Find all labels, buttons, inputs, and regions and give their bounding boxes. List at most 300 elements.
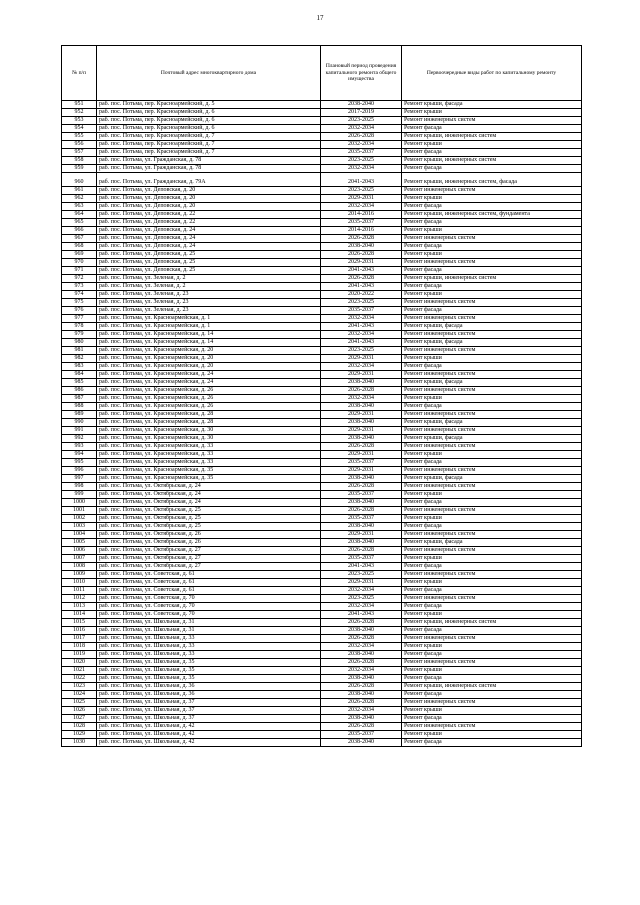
row-period: 2038-2040 [321,403,402,411]
row-period: 2041-2043 [321,611,402,619]
row-works: Ремонт фасада [402,203,582,211]
row-address: раб. пос. Потьма, ул. Красноармейская, д. 26 [97,395,321,403]
row-period: 2023-2025 [321,571,402,579]
table-row [62,595,582,603]
row-address: раб. пос. Потьма, ул. Советская, д. 70 [97,611,321,619]
row-works: Ремонт инженерных систем [402,547,582,555]
table-row [62,195,582,203]
table-row [62,315,582,323]
row-number: 995 [62,459,97,467]
row-number: 1018 [62,643,97,651]
row-period: 2026-2028 [321,483,402,491]
row-period: 2035-2037 [321,515,402,523]
row-period: 2026-2028 [321,619,402,627]
header-number: № п/п [62,46,97,101]
row-number: 989 [62,411,97,419]
row-address: раб. пос. Потьма, ул. Советская, д. 61 [97,571,321,579]
row-address: раб. пос. Потьма, ул. Школьная, д. 33 [97,643,321,651]
row-address: раб. пос. Потьма, пер. Красноармейский, д. 5 [97,101,321,109]
row-period: 2023-2025 [321,157,402,165]
row-address: раб. пос. Потьма, ул. Деповская, д. 25 [97,267,321,275]
table-row [62,267,582,275]
table-row [62,475,582,483]
row-works: Ремонт инженерных систем [402,347,582,355]
table-row [62,515,582,523]
row-period: 2026-2028 [321,699,402,707]
row-works: Ремонт крыши, инженерных систем, фасада [402,173,582,187]
row-period: 2014-2016 [321,227,402,235]
table-row [62,467,582,475]
row-address: раб. пос. Потьма, ул. Деповская, д. 24 [97,235,321,243]
row-number: 1007 [62,555,97,563]
table-row [62,539,582,547]
row-address: раб. пос. Потьма, ул. Красноармейская, д. 20 [97,355,321,363]
row-period: 2035-2037 [321,555,402,563]
row-address: раб. пос. Потьма, ул. Школьная, д. 31 [97,627,321,635]
row-number: 1015 [62,619,97,627]
row-number: 991 [62,427,97,435]
row-number: 1001 [62,507,97,515]
row-works: Ремонт инженерных систем [402,483,582,491]
table-row [62,149,582,157]
row-address: раб. пос. Потьма, ул. Гражданская, д. 78 [97,165,321,173]
row-address: раб. пос. Потьма, ул. Школьная, д. 37 [97,699,321,707]
row-address: раб. пос. Потьма, пер. Красноармейский, д. 6 [97,117,321,125]
row-number: 1011 [62,587,97,595]
row-period: 2026-2028 [321,133,402,141]
row-number: 997 [62,475,97,483]
row-works: Ремонт инженерных систем [402,571,582,579]
table-row [62,117,582,125]
row-period: 2038-2040 [321,539,402,547]
row-works: Ремонт фасада [402,587,582,595]
row-works: Ремонт инженерных систем [402,507,582,515]
row-period: 2029-2031 [321,195,402,203]
row-period: 2032-2034 [321,363,402,371]
row-address: раб. пос. Потьма, ул. Октябрьская, д. 24 [97,491,321,499]
row-address: раб. пос. Потьма, ул. Красноармейская, д. 33 [97,451,321,459]
row-address: раб. пос. Потьма, ул. Красноармейская, д. 28 [97,419,321,427]
table-row [62,603,582,611]
row-period: 2038-2040 [321,379,402,387]
table-row [62,363,582,371]
row-period: 2026-2028 [321,659,402,667]
table-row [62,435,582,443]
row-number: 957 [62,149,97,157]
row-address: раб. пос. Потьма, ул. Октябрьская, д. 27 [97,563,321,571]
row-number: 961 [62,187,97,195]
table-row [62,499,582,507]
row-number: 998 [62,483,97,491]
table-row [62,227,582,235]
row-address: раб. пос. Потьма, ул. Красноармейская, д. 1 [97,315,321,323]
row-period: 2038-2040 [321,101,402,109]
row-works: Ремонт крыши [402,555,582,563]
row-works: Ремонт крыши [402,451,582,459]
row-number: 1029 [62,731,97,739]
row-address: раб. пос. Потьма, ул. Красноармейская, д. 28 [97,411,321,419]
row-works: Ремонт крыши [402,707,582,715]
row-period: 2029-2031 [321,467,402,475]
row-address: раб. пос. Потьма, ул. Красноармейская, д. 14 [97,339,321,347]
row-works: Ремонт крыши [402,141,582,149]
row-number: 987 [62,395,97,403]
row-address: раб. пос. Потьма, ул. Школьная, д. 37 [97,715,321,723]
row-address: раб. пос. Потьма, ул. Школьная, д. 36 [97,683,321,691]
table-row [62,243,582,251]
row-address: раб. пос. Потьма, ул. Красноармейская, д. 35 [97,475,321,483]
table-row [62,699,582,707]
row-works: Ремонт крыши, фасада [402,379,582,387]
row-works: Ремонт фасада [402,691,582,699]
row-number: 973 [62,283,97,291]
row-number: 954 [62,125,97,133]
row-works: Ремонт инженерных систем [402,387,582,395]
row-number: 1013 [62,603,97,611]
row-period: 2041-2043 [321,173,402,187]
row-works: Ремонт фасада [402,563,582,571]
table-row [62,635,582,643]
table-row [62,331,582,339]
table-row [62,211,582,219]
table-row [62,707,582,715]
table-row [62,235,582,243]
row-works: Ремонт фасада [402,363,582,371]
table-row [62,571,582,579]
row-works: Ремонт крыши, фасада [402,323,582,331]
table-row [62,299,582,307]
row-works: Ремонт крыши [402,515,582,523]
row-period: 2032-2034 [321,643,402,651]
row-number: 999 [62,491,97,499]
row-address: раб. пос. Потьма, ул. Зеленая, д. 23 [97,291,321,299]
row-address: раб. пос. Потьма, ул. Красноармейская, д. 33 [97,443,321,451]
row-number: 972 [62,275,97,283]
row-works: Ремонт инженерных систем [402,531,582,539]
row-period: 2023-2025 [321,187,402,195]
row-period: 2023-2025 [321,117,402,125]
row-number: 1028 [62,723,97,731]
row-address: раб. пос. Потьма, ул. Школьная, д. 36 [97,691,321,699]
row-address: раб. пос. Потьма, ул. Советская, д. 61 [97,587,321,595]
row-address: раб. пос. Потьма, ул. Школьная, д. 35 [97,667,321,675]
row-works: Ремонт крыши [402,611,582,619]
table-row [62,651,582,659]
row-address: раб. пос. Потьма, ул. Школьная, д. 35 [97,659,321,667]
table-row [62,563,582,571]
row-period: 2029-2031 [321,427,402,435]
table-row [62,291,582,299]
row-works: Ремонт фасада [402,603,582,611]
row-period: 2035-2037 [321,307,402,315]
row-works: Ремонт крыши, фасада [402,339,582,347]
table-row [62,307,582,315]
row-period: 2032-2034 [321,587,402,595]
row-works: Ремонт фасада [402,523,582,531]
row-works: Ремонт фасада [402,165,582,173]
table-row [62,125,582,133]
row-number: 988 [62,403,97,411]
table-row [62,627,582,635]
row-works: Ремонт фасада [402,125,582,133]
table-row [62,419,582,427]
row-address: раб. пос. Потьма, ул. Деповская, д. 20 [97,187,321,195]
table-row [62,523,582,531]
row-period: 2026-2028 [321,547,402,555]
row-number: 959 [62,165,97,173]
row-number: 979 [62,331,97,339]
row-works: Ремонт инженерных систем [402,659,582,667]
table-row [62,323,582,331]
row-period: 2038-2040 [321,475,402,483]
table-row [62,379,582,387]
row-address: раб. пос. Потьма, ул. Деповская, д. 25 [97,259,321,267]
table-row [62,451,582,459]
table-row [62,187,582,195]
row-period: 2026-2028 [321,251,402,259]
row-number: 1021 [62,667,97,675]
row-number: 981 [62,347,97,355]
row-address: раб. пос. Потьма, ул. Гражданская, д. 79А [97,173,321,187]
row-period: 2041-2043 [321,283,402,291]
row-address: раб. пос. Потьма, ул. Красноармейская, д. 26 [97,387,321,395]
row-address: раб. пос. Потьма, ул. Октябрьская, д. 27 [97,555,321,563]
row-address: раб. пос. Потьма, ул. Гражданская, д. 78 [97,157,321,165]
row-works: Ремонт крыши, инженерных систем [402,275,582,283]
table-row [62,739,582,747]
row-period: 2026-2028 [321,723,402,731]
row-works: Ремонт инженерных систем [402,371,582,379]
row-address: раб. пос. Потьма, ул. Деповская, д. 20 [97,203,321,211]
row-number: 1026 [62,707,97,715]
row-number: 965 [62,219,97,227]
row-number: 1023 [62,683,97,691]
row-number: 996 [62,467,97,475]
row-works: Ремонт фасада [402,403,582,411]
row-address: раб. пос. Потьма, ул. Советская, д. 61 [97,579,321,587]
row-period: 2029-2031 [321,411,402,419]
row-works: Ремонт крыши, инженерных систем [402,157,582,165]
row-number: 982 [62,355,97,363]
row-works: Ремонт крыши [402,579,582,587]
row-number: 990 [62,419,97,427]
row-number: 983 [62,363,97,371]
row-number: 951 [62,101,97,109]
row-number: 960 [62,173,97,187]
row-address: раб. пос. Потьма, ул. Красноармейская, д. 24 [97,379,321,387]
capital-repair-table [61,45,582,747]
row-works: Ремонт фасада [402,307,582,315]
row-works: Ремонт инженерных систем [402,443,582,451]
row-period: 2041-2043 [321,323,402,331]
row-works: Ремонт крыши [402,195,582,203]
row-number: 976 [62,307,97,315]
row-period: 2041-2043 [321,563,402,571]
row-period: 2026-2028 [321,387,402,395]
row-works: Ремонт инженерных систем [402,259,582,267]
row-works: Ремонт крыши, инженерных систем [402,683,582,691]
table-row [62,691,582,699]
table-row [62,579,582,587]
row-works: Ремонт фасада [402,283,582,291]
header-works: Первоочередные виды работ по капитальному ремонту [402,46,582,101]
row-period: 2026-2028 [321,275,402,283]
header-period: Плановый период проведения капитального ремонта общего имущества [321,46,402,101]
row-number: 1030 [62,739,97,747]
table-row [62,715,582,723]
row-period: 2038-2040 [321,419,402,427]
row-works: Ремонт крыши [402,227,582,235]
row-period: 2038-2040 [321,523,402,531]
row-works: Ремонт фасада [402,499,582,507]
row-number: 969 [62,251,97,259]
row-number: 1003 [62,523,97,531]
row-number: 1014 [62,611,97,619]
row-works: Ремонт крыши [402,251,582,259]
row-works: Ремонт крыши [402,731,582,739]
row-period: 2032-2034 [321,165,402,173]
row-address: раб. пос. Потьма, пер. Красноармейский, д. 7 [97,141,321,149]
row-address: раб. пос. Потьма, ул. Деповская, д. 24 [97,243,321,251]
row-works: Ремонт фасада [402,267,582,275]
row-address: раб. пос. Потьма, ул. Октябрьская, д. 26 [97,539,321,547]
table-row [62,427,582,435]
row-number: 1020 [62,659,97,667]
row-address: раб. пос. Потьма, ул. Школьная, д. 42 [97,731,321,739]
row-works: Ремонт крыши [402,291,582,299]
row-period: 2035-2037 [321,731,402,739]
row-works: Ремонт инженерных систем [402,411,582,419]
table-row [62,443,582,451]
row-address: раб. пос. Потьма, ул. Советская, д. 70 [97,595,321,603]
table-row [62,403,582,411]
table-row [62,723,582,731]
row-number: 967 [62,235,97,243]
row-period: 2041-2043 [321,339,402,347]
row-works: Ремонт фасада [402,651,582,659]
row-number: 985 [62,379,97,387]
row-works: Ремонт крыши, фасада [402,539,582,547]
row-number: 1004 [62,531,97,539]
row-period: 2032-2034 [321,125,402,133]
row-number: 1024 [62,691,97,699]
row-works: Ремонт крыши [402,395,582,403]
table-row [62,387,582,395]
row-works: Ремонт фасада [402,715,582,723]
row-works: Ремонт фасада [402,459,582,467]
row-address: раб. пос. Потьма, ул. Октябрьская, д. 27 [97,547,321,555]
row-period: 2038-2040 [321,715,402,723]
row-works: Ремонт инженерных систем [402,235,582,243]
row-address: раб. пос. Потьма, ул. Деповская, д. 25 [97,251,321,259]
table-row [62,275,582,283]
table-row [62,675,582,683]
row-number: 1010 [62,579,97,587]
row-address: раб. пос. Потьма, ул. Школьная, д. 35 [97,675,321,683]
row-period: 2032-2034 [321,331,402,339]
row-works: Ремонт фасада [402,675,582,683]
row-address: раб. пос. Потьма, ул. Школьная, д. 31 [97,619,321,627]
row-works: Ремонт инженерных систем [402,187,582,195]
table-body [62,101,582,747]
row-number: 1017 [62,635,97,643]
row-address: раб. пос. Потьма, ул. Советская, д. 70 [97,603,321,611]
table-row [62,133,582,141]
table-row [62,531,582,539]
table-row [62,459,582,467]
row-number: 986 [62,387,97,395]
row-address: раб. пос. Потьма, ул. Красноармейская, д. 33 [97,459,321,467]
row-number: 1016 [62,627,97,635]
row-period: 2023-2025 [321,347,402,355]
row-address: раб. пос. Потьма, ул. Школьная, д. 42 [97,723,321,731]
row-works: Ремонт фасада [402,219,582,227]
row-number: 993 [62,443,97,451]
row-period: 2038-2040 [321,243,402,251]
row-works: Ремонт крыши, фасада [402,419,582,427]
row-address: раб. пос. Потьма, ул. Красноармейская, д. 1 [97,323,321,331]
row-period: 2026-2028 [321,235,402,243]
row-works: Ремонт инженерных систем [402,299,582,307]
row-period: 2038-2040 [321,435,402,443]
table-row [62,491,582,499]
row-address: раб. пос. Потьма, ул. Зеленая, д. 23 [97,307,321,315]
row-works: Ремонт фасада [402,243,582,251]
table-row [62,555,582,563]
row-address: раб. пос. Потьма, ул. Красноармейская, д. 30 [97,427,321,435]
row-period: 2023-2025 [321,595,402,603]
row-address: раб. пос. Потьма, ул. Школьная, д. 33 [97,651,321,659]
row-number: 1005 [62,539,97,547]
row-period: 2014-2016 [321,211,402,219]
row-period: 2038-2040 [321,739,402,747]
row-address: раб. пос. Потьма, ул. Деповская, д. 20 [97,195,321,203]
table-row [62,395,582,403]
row-number: 963 [62,203,97,211]
row-number: 962 [62,195,97,203]
row-address: раб. пос. Потьма, пер. Красноармейский, д. 7 [97,149,321,157]
row-works: Ремонт крыши [402,355,582,363]
table-row [62,259,582,267]
row-number: 1000 [62,499,97,507]
row-period: 2035-2037 [321,459,402,467]
table-row [62,141,582,149]
row-number: 964 [62,211,97,219]
row-period: 2032-2034 [321,315,402,323]
row-works: Ремонт крыши, фасада [402,435,582,443]
row-address: раб. пос. Потьма, ул. Красноармейская, д. 14 [97,331,321,339]
row-address: раб. пос. Потьма, ул. Деповская, д. 24 [97,227,321,235]
page-number: 17 [316,14,324,22]
table-row [62,371,582,379]
row-number: 971 [62,267,97,275]
row-number: 953 [62,117,97,125]
table-row [62,611,582,619]
row-period: 2032-2034 [321,667,402,675]
row-number: 1009 [62,571,97,579]
row-number: 1002 [62,515,97,523]
table-row [62,659,582,667]
row-address: раб. пос. Потьма, ул. Школьная, д. 42 [97,739,321,747]
row-address: раб. пос. Потьма, ул. Красноармейская, д. 24 [97,371,321,379]
row-number: 1006 [62,547,97,555]
row-period: 2035-2037 [321,491,402,499]
row-address: раб. пос. Потьма, ул. Деповская, д. 22 [97,219,321,227]
row-address: раб. пос. Потьма, ул. Октябрьская, д. 25 [97,515,321,523]
row-period: 2017-2019 [321,109,402,117]
row-period: 2029-2031 [321,531,402,539]
row-period: 2038-2040 [321,675,402,683]
